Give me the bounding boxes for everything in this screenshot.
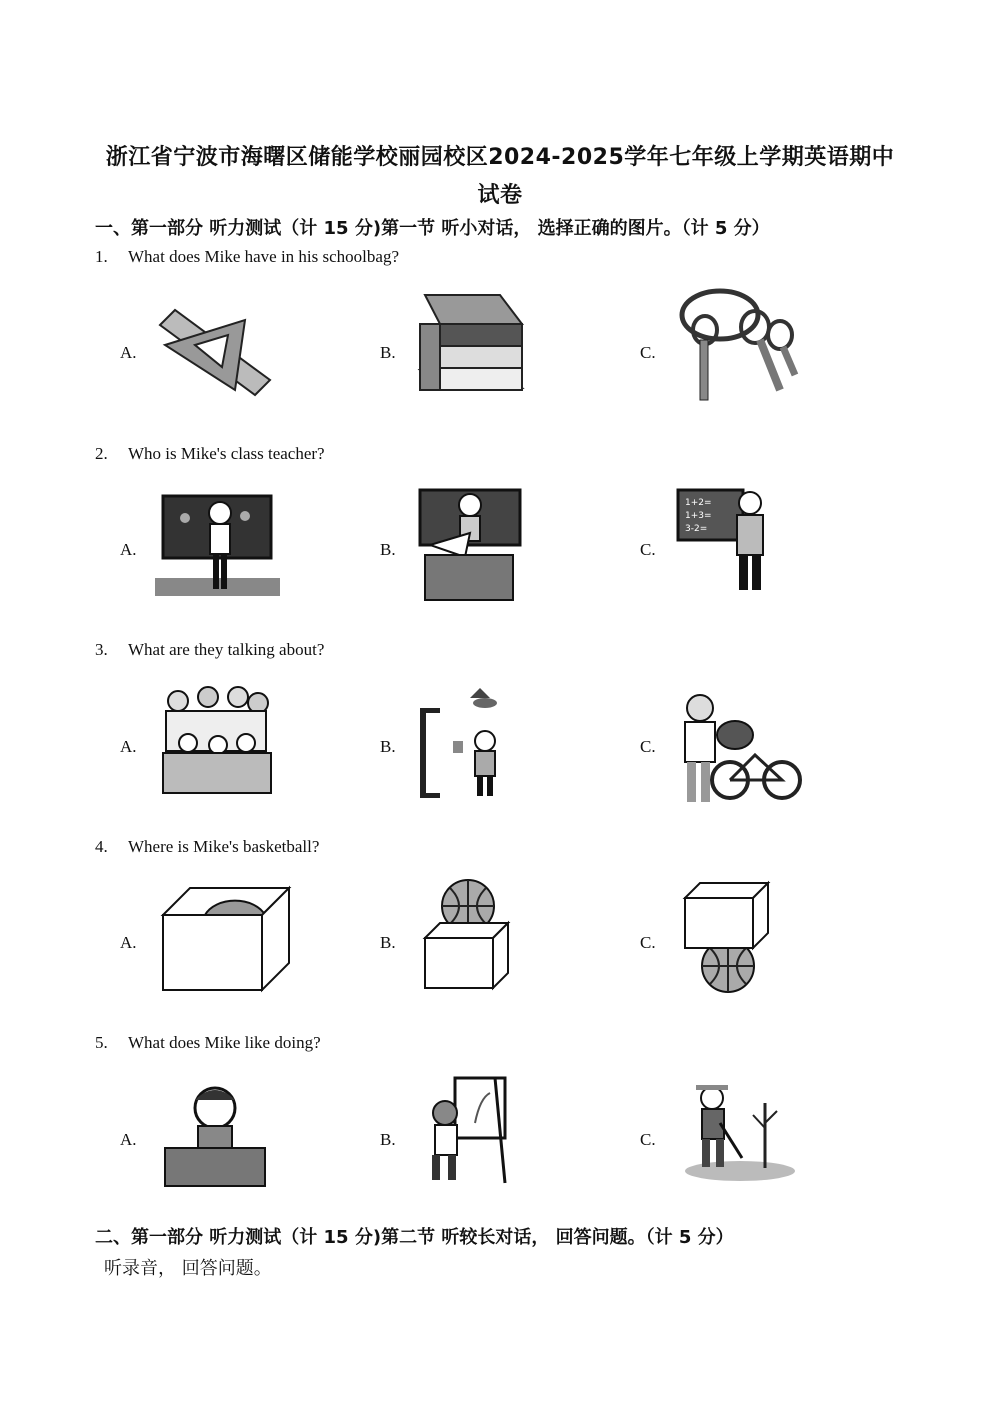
svg-text:1+3=: 1+3= xyxy=(685,511,712,521)
rulers-set-square-image xyxy=(150,295,275,405)
q2-option-a-label: A. xyxy=(120,540,137,559)
boy-at-door-image xyxy=(415,683,505,801)
question-number: 4. xyxy=(95,837,108,856)
ball-in-box-image xyxy=(160,885,292,995)
question-1 xyxy=(95,247,399,267)
section-2-instruction: 听录音， 回答问题。 xyxy=(104,1258,272,1279)
q2-option-b-label: B. xyxy=(380,540,396,559)
ball-on-box-image xyxy=(420,878,512,993)
q3-option-c-label: C. xyxy=(640,737,656,756)
question-number: 1. xyxy=(95,247,108,266)
svg-text:1+2=: 1+2= xyxy=(685,498,712,508)
question-5 xyxy=(95,1033,321,1053)
planting-tree-image xyxy=(680,1073,800,1185)
question-text: What does Mike like doing? xyxy=(128,1033,321,1052)
question-text: What does Mike have in his schoolbag? xyxy=(128,247,399,266)
document-title-line2: 试卷 xyxy=(477,183,523,208)
boy-reading-image xyxy=(160,1078,270,1190)
family-image xyxy=(158,683,273,801)
question-number: 3. xyxy=(95,640,108,659)
teacher-woman-desk-image xyxy=(415,485,525,605)
boy-with-bike-image xyxy=(675,690,805,805)
question-number: 2. xyxy=(95,444,108,463)
q4-option-c-label: C. xyxy=(640,933,656,952)
q1-option-b-label: B. xyxy=(380,343,396,362)
q1-option-a-label: A. xyxy=(120,343,137,362)
q4-option-b-label: B. xyxy=(380,933,396,952)
boy-drawing-image xyxy=(420,1073,515,1185)
teacher-old-man-board-image xyxy=(675,485,780,595)
svg-text:3-2=: 3-2= xyxy=(685,524,708,534)
section-1-heading: 一、第一部分 听力测试（计 15 分)第一节 听小对话， 选择正确的图片。（计 5 分） xyxy=(95,218,770,239)
question-4 xyxy=(95,837,319,857)
question-text: Where is Mike's basketball? xyxy=(128,837,320,856)
question-number: 5. xyxy=(95,1033,108,1052)
question-text: What are they talking about? xyxy=(128,640,325,659)
question-3 xyxy=(95,640,324,660)
question-2 xyxy=(95,444,325,464)
teacher-man-glasses-image xyxy=(155,488,280,603)
q2-option-c-label: C. xyxy=(640,540,656,559)
q3-option-b-label: B. xyxy=(380,737,396,756)
q5-option-c-label: C. xyxy=(640,1130,656,1149)
question-text: Who is Mike's class teacher? xyxy=(128,444,325,463)
q4-option-a-label: A. xyxy=(120,933,137,952)
q5-option-a-label: A. xyxy=(120,1130,137,1149)
ball-under-box-image xyxy=(680,878,772,993)
keys-image xyxy=(675,285,805,410)
q5-option-b-label: B. xyxy=(380,1130,396,1149)
books-stack-image xyxy=(410,290,530,405)
section-2-heading: 二、第一部分 听力测试（计 15 分)第二节 听较长对话， 回答问题。（计 5 分） xyxy=(95,1227,734,1248)
q3-option-a-label: A. xyxy=(120,737,137,756)
q1-option-c-label: C. xyxy=(640,343,656,362)
document-title-line1: 浙江省宁波市海曙区储能学校丽园校区2024-2025学年七年级上学期英语期中 xyxy=(105,145,895,170)
